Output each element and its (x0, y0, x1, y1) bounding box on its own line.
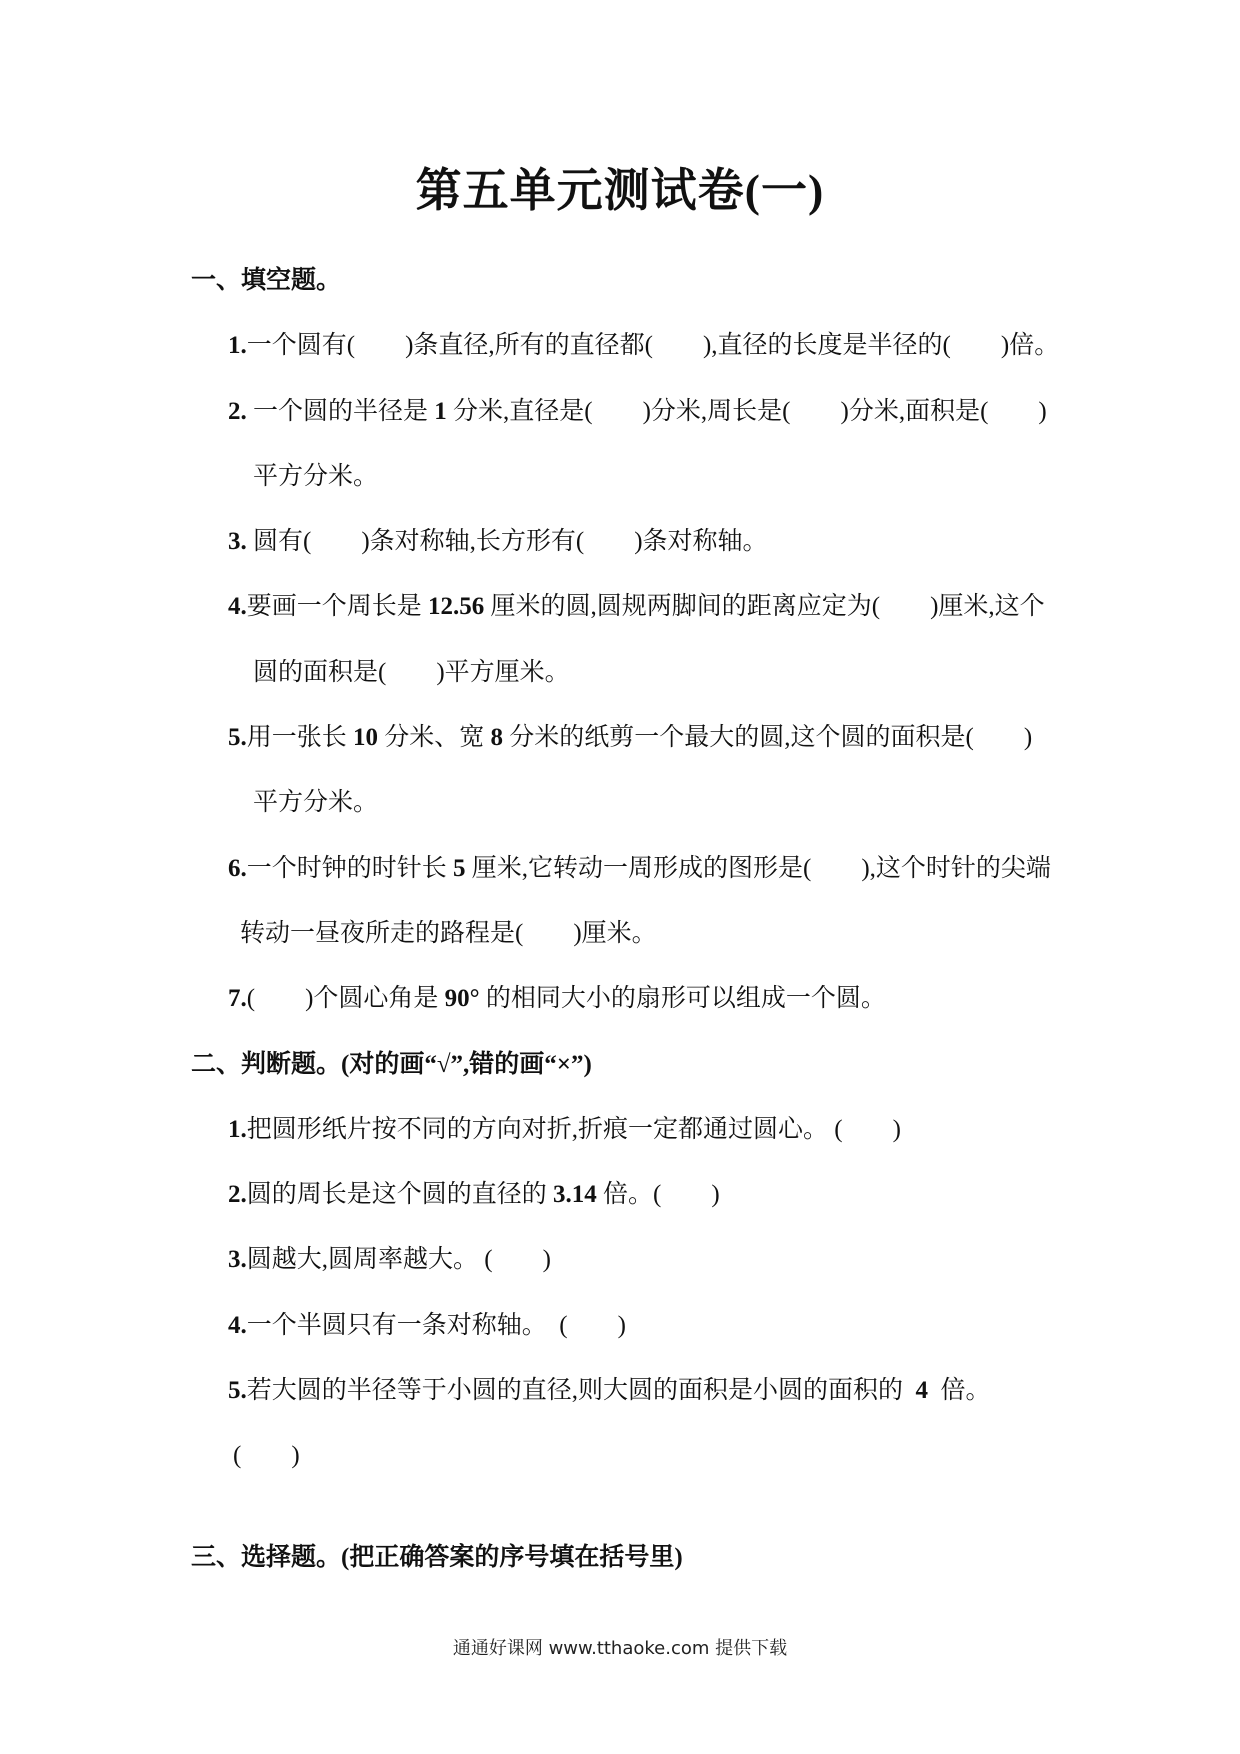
fill-blank-q4-continued: 圆的面积是( )平方厘米。 (253, 658, 570, 686)
page-footer: 通通好课网 www.tthaoke.com 提供下载 (452, 1638, 788, 1659)
section-heading-true-false: 二、判断题。(对的画“√”,错的画“×”) (191, 1050, 592, 1078)
page-title: 第五单元测试卷(一) (415, 165, 825, 216)
true-false-q2: 2.圆的周长是这个圆的直径的 3.14 倍。( ) (228, 1181, 720, 1209)
fill-blank-q6: 6.一个时钟的时针长 5 厘米,它转动一周形成的图形是( ),这个时针的尖端 (228, 854, 1051, 882)
true-false-q5-answer-blank: ( ) (233, 1442, 300, 1470)
fill-blank-q5-continued: 平方分米。 (253, 789, 379, 817)
fill-blank-q7: 7.( )个圆心角是 90° 的相同大小的扇形可以组成一个圆。 (228, 985, 886, 1013)
fill-blank-q2-continued: 平方分米。 (253, 462, 379, 490)
section-heading-multiple-choice: 三、选择题。(把正确答案的序号填在括号里) (191, 1544, 683, 1571)
true-false-q3: 3.圆越大,圆周率越大。 ( ) (228, 1246, 551, 1274)
test-content (0, 248, 1240, 1489)
fill-blank-q3: 3. 圆有( )条对称轴,长方形有( )条对称轴。 (228, 528, 768, 556)
fill-blank-q1: 1.一个圆有( )条直径,所有的直径都( ),直径的长度是半径的( )倍。 (228, 332, 1060, 360)
true-false-q5: 5.若大圆的半径等于小圆的直径,则大圆的面积是小圆的面积的 4 倍。 (228, 1377, 991, 1405)
fill-blank-q2: 2. 一个圆的半径是 1 分米,直径是( )分米,周长是( )分米,面积是( ) (228, 397, 1047, 425)
true-false-q1: 1.把圆形纸片按不同的方向对折,折痕一定都通过圆心。 ( ) (228, 1115, 901, 1143)
fill-blank-q6-continued: 转动一昼夜所走的路程是( )厘米。 (240, 919, 657, 947)
fill-blank-q5: 5.用一张长 10 分米、宽 8 分米的纸剪一个最大的圆,这个圆的面积是( ) (228, 724, 1033, 752)
fill-blank-q4: 4.要画一个周长是 12.56 厘米的圆,圆规两脚间的距离应定为( )厘米,这个 (228, 593, 1045, 621)
true-false-q4: 4.一个半圆只有一条对称轴。 ( ) (228, 1311, 626, 1339)
section-heading-fill-blank: 一、填空题。 (191, 267, 342, 294)
